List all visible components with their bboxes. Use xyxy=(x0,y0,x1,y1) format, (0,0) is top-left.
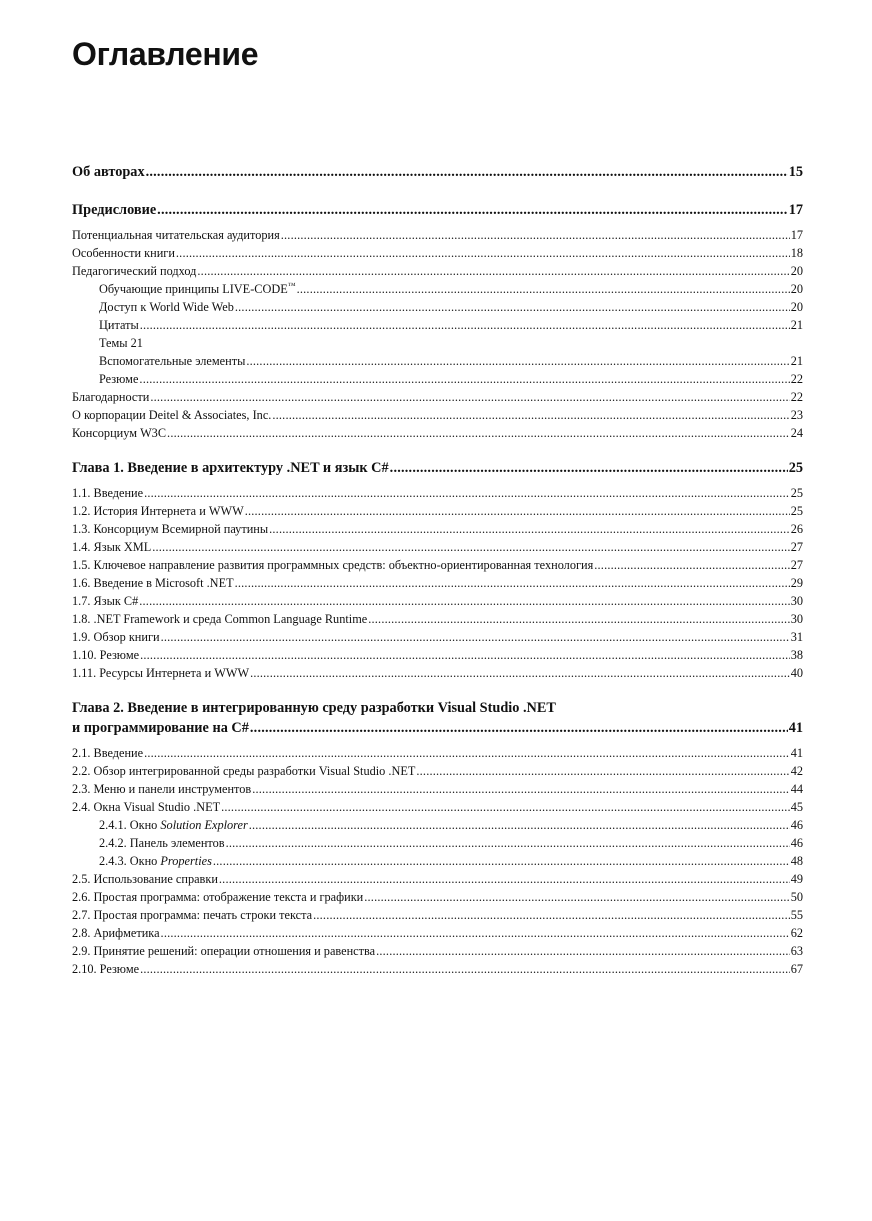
toc-entry-page: 67 xyxy=(790,962,803,976)
toc-entry-page: 27 xyxy=(790,540,803,554)
toc-entry-page: 41 xyxy=(790,746,803,760)
table-of-contents xyxy=(72,164,803,980)
toc-entry[interactable] xyxy=(72,612,803,630)
toc-entry[interactable] xyxy=(72,594,803,612)
leader-dots xyxy=(139,594,789,609)
toc-entry-page: 21 xyxy=(790,354,803,368)
leader-dots xyxy=(150,390,789,405)
toc-entry-label-em: Properties xyxy=(160,854,212,868)
toc-entry[interactable] xyxy=(72,818,803,836)
toc-entry-page: 27 xyxy=(790,558,803,572)
toc-entry[interactable] xyxy=(72,354,803,372)
leader-dots xyxy=(161,630,790,645)
toc-entry-label: 2.4.2. Панель элементов xyxy=(99,836,225,850)
toc-entry-page: 49 xyxy=(790,872,803,886)
toc-entry[interactable] xyxy=(72,836,803,854)
toc-entry-label xyxy=(99,818,248,833)
toc-entry-label: 2.10. Резюме xyxy=(72,962,140,976)
toc-entry[interactable] xyxy=(72,926,803,944)
toc-entry[interactable] xyxy=(72,372,803,390)
toc-entry[interactable] xyxy=(72,228,803,246)
leader-dots xyxy=(235,300,790,315)
toc-entry-label: Темы 21 xyxy=(99,336,143,350)
toc-entry-label: 1.9. Обзор книги xyxy=(72,630,160,644)
leader-dots xyxy=(140,648,790,663)
toc-entry-label: Консорциум W3C xyxy=(72,426,167,440)
toc-entry[interactable] xyxy=(72,336,803,354)
leader-dots xyxy=(594,558,789,573)
leader-dots xyxy=(250,720,788,737)
toc-entry-label: Цитаты xyxy=(99,318,139,332)
leader-dots xyxy=(390,460,788,477)
toc-entry-label: 2.4. Окна Visual Studio .NET xyxy=(72,800,221,814)
leader-dots xyxy=(197,264,789,279)
toc-entry-label: Педагогический подход xyxy=(72,264,197,278)
toc-entry-page: 38 xyxy=(790,648,803,662)
toc-entry[interactable] xyxy=(72,648,803,666)
toc-entry-label: 1.10. Резюме xyxy=(72,648,140,662)
toc-entry-page: 30 xyxy=(790,594,803,608)
toc-entry[interactable] xyxy=(72,486,803,504)
toc-entry-page: 44 xyxy=(790,782,803,796)
toc-entry-line1[interactable] xyxy=(72,700,803,720)
toc-entry-label: 1.5. Ключевое направление развития программных средств: объектно-ориентированная технология xyxy=(72,558,594,572)
toc-entry[interactable] xyxy=(72,540,803,558)
toc-section-chapter2 xyxy=(72,700,803,980)
toc-entry-label: Резюме xyxy=(99,372,139,386)
leader-dots xyxy=(146,164,788,181)
toc-entry-label: Благодарности xyxy=(72,390,150,404)
leader-dots xyxy=(272,408,789,423)
toc-entry[interactable] xyxy=(72,854,803,872)
toc-entry-page: 22 xyxy=(790,390,803,404)
leader-dots xyxy=(245,504,790,519)
leader-dots xyxy=(376,944,790,959)
leader-dots xyxy=(140,962,790,977)
toc-entry[interactable] xyxy=(72,962,803,980)
toc-entry-page: 17 xyxy=(790,228,803,242)
toc-entry-label: 2.8. Арифметика xyxy=(72,926,160,940)
toc-entry-page: 46 xyxy=(790,836,803,850)
toc-entry-page: 26 xyxy=(790,522,803,536)
toc-entry-page: 62 xyxy=(790,926,803,940)
toc-entry[interactable] xyxy=(72,558,803,576)
toc-entry[interactable] xyxy=(72,426,803,444)
toc-entry-page: 29 xyxy=(790,576,803,590)
toc-entry-label: Глава 1. Введение в архитектуру .NET и язык C# xyxy=(72,460,389,476)
toc-entry-label-text: 2.4.3. Окно xyxy=(99,854,161,868)
toc-entry[interactable] xyxy=(72,460,803,482)
toc-entry-label-em: Solution Explorer xyxy=(160,818,248,832)
leader-dots xyxy=(144,486,790,501)
toc-entry-label: 1.1. Введение xyxy=(72,486,144,500)
toc-entry[interactable] xyxy=(72,300,803,318)
leader-dots xyxy=(161,926,790,941)
toc-entry-page: 25 xyxy=(790,504,803,518)
toc-entry-label: О корпорации Deitel & Associates, Inc. xyxy=(72,408,272,422)
leader-dots xyxy=(416,764,789,779)
leader-dots xyxy=(157,202,788,219)
toc-entry-label: Предисловие xyxy=(72,202,157,218)
leader-dots xyxy=(144,746,790,761)
toc-entry[interactable] xyxy=(72,666,803,684)
leader-dots xyxy=(364,890,789,905)
toc-entry-page: 23 xyxy=(790,408,803,422)
toc-entry-page: 24 xyxy=(790,426,803,440)
leader-dots xyxy=(281,228,790,243)
toc-entry-label: Вспомогательные элементы xyxy=(99,354,246,368)
toc-section-chapter1 xyxy=(72,460,803,684)
toc-entry-page: 15 xyxy=(788,164,803,180)
leader-dots xyxy=(221,800,790,815)
toc-entry-page: 42 xyxy=(790,764,803,778)
toc-entry-label: 1.11. Ресурсы Интернета и WWW xyxy=(72,666,250,680)
leader-dots xyxy=(297,282,790,297)
toc-entry[interactable] xyxy=(72,504,803,522)
toc-entry-label: 1.4. Язык XML xyxy=(72,540,152,554)
toc-entry-page: 17 xyxy=(788,202,803,218)
leader-dots xyxy=(252,782,789,797)
leader-dots xyxy=(368,612,789,627)
leader-dots xyxy=(213,854,790,869)
toc-entry-label xyxy=(99,854,212,869)
toc-entry[interactable] xyxy=(72,872,803,890)
toc-entry-label: 2.3. Меню и панели инструментов xyxy=(72,782,252,796)
toc-entry-label: 1.2. История Интернета и WWW xyxy=(72,504,244,518)
toc-entry-page: 25 xyxy=(788,460,803,476)
toc-entry-label: 1.3. Консорциум Всемирной паутины xyxy=(72,522,269,536)
toc-entry-label: Доступ к World Wide Web xyxy=(99,300,234,314)
toc-entry-page: 20 xyxy=(790,282,803,296)
toc-entry-page: 22 xyxy=(790,372,803,386)
leader-dots xyxy=(269,522,790,537)
toc-entry-page: 21 xyxy=(790,318,803,332)
toc-entry-label: 1.7. Язык C# xyxy=(72,594,139,608)
toc-entry[interactable] xyxy=(72,720,803,742)
toc-entry[interactable] xyxy=(72,164,803,186)
toc-entry-label: Потенциальная читательская аудитория xyxy=(72,228,280,242)
toc-entry-label: 1.8. .NET Framework и среда Common Language Runtime xyxy=(72,612,368,626)
toc-entry[interactable] xyxy=(72,264,803,282)
toc-entry-label: Особенности книги xyxy=(72,246,175,260)
toc-entry[interactable] xyxy=(72,746,803,764)
toc-entry[interactable] xyxy=(72,800,803,818)
leader-dots xyxy=(140,318,790,333)
toc-entry-page: 46 xyxy=(790,818,803,832)
toc-entry-label: Глава 2. Введение в интегрированную среду разработки Visual Studio .NET xyxy=(72,700,556,716)
toc-entry[interactable] xyxy=(72,390,803,408)
leader-dots xyxy=(246,354,789,369)
toc-entry[interactable] xyxy=(72,576,803,594)
toc-entry-label: 2.9. Принятие решений: операции отношения и равенства xyxy=(72,944,376,958)
toc-entry-label: Об авторах xyxy=(72,164,145,180)
toc-entry[interactable] xyxy=(72,764,803,782)
toc-entry-label: 1.6. Введение в Microsoft .NET xyxy=(72,576,234,590)
toc-entry[interactable] xyxy=(72,408,803,426)
toc-entry-page: 20 xyxy=(790,264,803,278)
toc-entry-label: 2.1. Введение xyxy=(72,746,144,760)
leader-dots xyxy=(226,836,790,851)
toc-entry-label-text: 2.4.1. Окно xyxy=(99,818,161,832)
toc-entry-label: и программирование на C# xyxy=(72,720,249,736)
toc-entry-label: 2.7. Простая программа: печать строки текста xyxy=(72,908,313,922)
toc-entry-page: 48 xyxy=(790,854,803,868)
toc-entry-page: 63 xyxy=(790,944,803,958)
toc-entry-page: 40 xyxy=(790,666,803,680)
toc-entry-label: 2.5. Использование справки xyxy=(72,872,218,886)
leader-dots xyxy=(313,908,790,923)
toc-entry[interactable] xyxy=(72,782,803,800)
toc-entry[interactable] xyxy=(72,246,803,264)
toc-entry-page: 30 xyxy=(790,612,803,626)
toc-entry[interactable] xyxy=(72,318,803,336)
toc-entry-page: 25 xyxy=(790,486,803,500)
trademark-sup: ™ xyxy=(287,281,296,290)
leader-dots xyxy=(249,818,790,833)
toc-entry-page: 31 xyxy=(790,630,803,644)
toc-entry-page: 18 xyxy=(790,246,803,260)
toc-entry[interactable] xyxy=(72,202,803,224)
toc-section-preface xyxy=(72,202,803,444)
leader-dots xyxy=(250,666,790,681)
toc-entry-label: 2.6. Простая программа: отображение текста и графики xyxy=(72,890,364,904)
toc-entry-label: 2.2. Обзор интегрированной среды разработки Visual Studio .NET xyxy=(72,764,416,778)
page-title: Оглавление xyxy=(72,36,259,72)
leader-dots xyxy=(152,540,789,555)
toc-entry-page: 20 xyxy=(790,300,803,314)
toc-entry[interactable] xyxy=(72,890,803,908)
leader-dots xyxy=(167,426,790,441)
toc-entry-label xyxy=(99,282,296,297)
toc-entry[interactable] xyxy=(72,908,803,926)
toc-entry-page: 55 xyxy=(790,908,803,922)
toc-section-about xyxy=(72,164,803,186)
toc-entry-page: 41 xyxy=(788,720,803,736)
leader-dots xyxy=(139,372,789,387)
leader-dots xyxy=(219,872,790,887)
toc-entry[interactable] xyxy=(72,944,803,962)
leader-dots xyxy=(235,576,790,591)
toc-entry[interactable] xyxy=(72,522,803,540)
leader-dots xyxy=(176,246,790,261)
toc-entry-page: 50 xyxy=(790,890,803,904)
toc-entry[interactable] xyxy=(72,630,803,648)
toc-entry-page: 45 xyxy=(790,800,803,814)
toc-entry[interactable] xyxy=(72,282,803,300)
toc-entry-label-text: Обучающие принципы LIVE-CODE xyxy=(99,282,288,296)
